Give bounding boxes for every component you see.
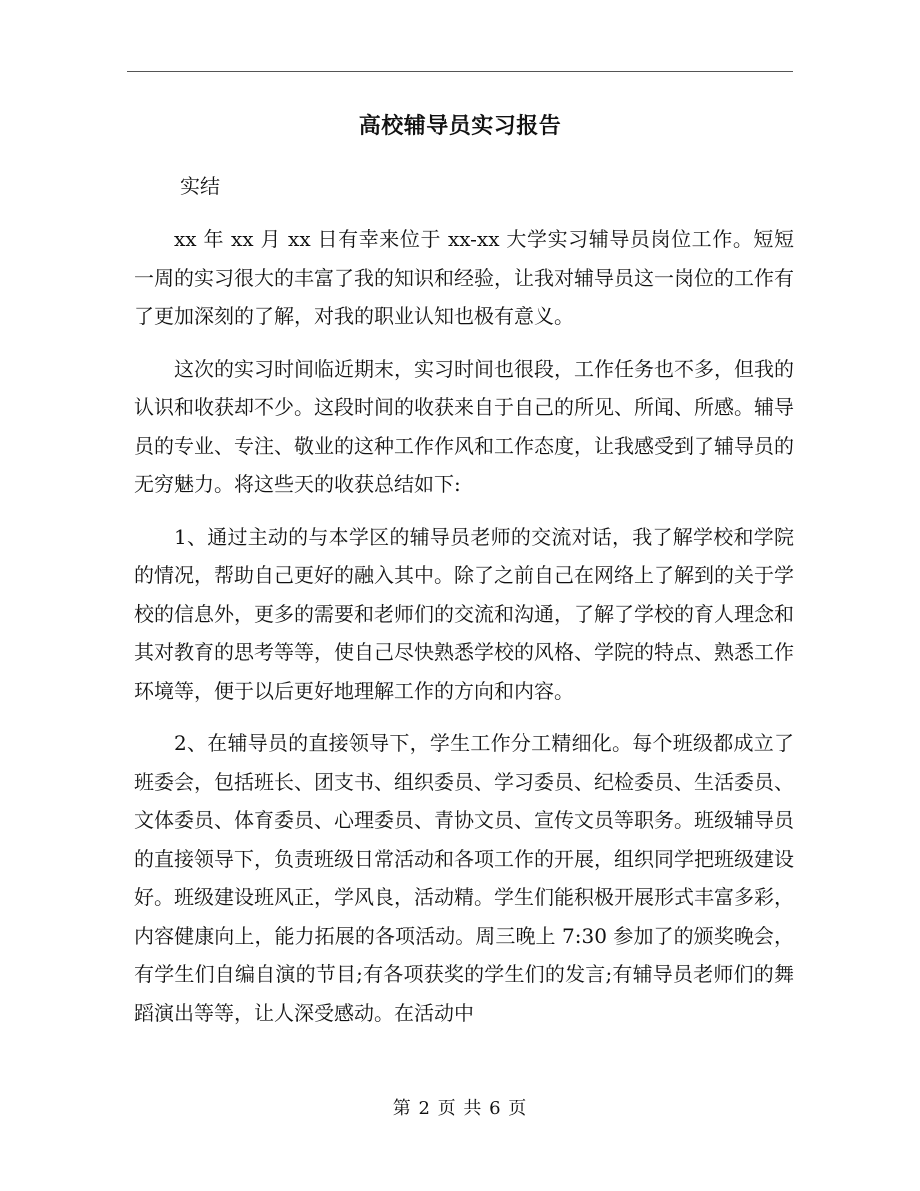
paragraph-point-2: 2、在辅导员的直接领导下，学生工作分工精细化。每个班级都成立了班委会，包括班长、团支书、组织委员、学习委员、纪检委员、生活委员、文体委员、体育委员、心理委员、青协文员、宣传文员等职务。班级辅导员的直接领导下，负责班级日常活动和各项工作的开展，组织同学把班级建设好。班级建设班风正，学风良，活动精。学生们能积极开展形式丰富多彩，内容健康向上，能力拓展的各项活动。周三晚上 7:30 参加了的颁奖晚会，有学生们自编自演的节目;有各项获奖的学生们的发言;有辅导员老师们的舞蹈演出等等，让人深受感动。在活动中 [134, 731, 794, 1025]
section-label: 实结 [180, 174, 220, 198]
document-body [134, 220, 794, 1046]
document-title: 高校辅导员实习报告 [358, 113, 562, 139]
paragraph-intro: xx 年 xx 月 xx 日有幸来位于 xx-xx 大学实习辅导员岗位工作。短短一周的实习很大的丰富了我的知识和经验，让我对辅导员这一岗位的工作有了更加深刻的了解，对我的职业认知也极有意义。 [134, 227, 794, 328]
header-divider [127, 71, 793, 72]
paragraph-summary: 这次的实习时间临近期末，实习时间也很段，工作任务也不多，但我的认识和收获却不少。这段时间的收获来自于自己的所见、所闻、所感。辅导员的专业、专注、敬业的这种工作作风和工作态度，让我感受到了辅导员的无穷魅力。将这些天的收获总结如下: [134, 356, 794, 496]
paragraph-point-1: 1、通过主动的与本学区的辅导员老师的交流对话，我了解学校和学院的情况，帮助自己更好的融入其中。除了之前自己在网络上了解到的关于学校的信息外，更多的需要和老师们的交流和沟通，了解了学校的育人理念和其对教育的思考等等，使自己尽快熟悉学校的风格、学院的特点、熟悉工作环境等，便于以后更好地理解工作的方向和内容。 [134, 524, 794, 703]
page-number: 第 2 页 共 6 页 [392, 1098, 528, 1119]
